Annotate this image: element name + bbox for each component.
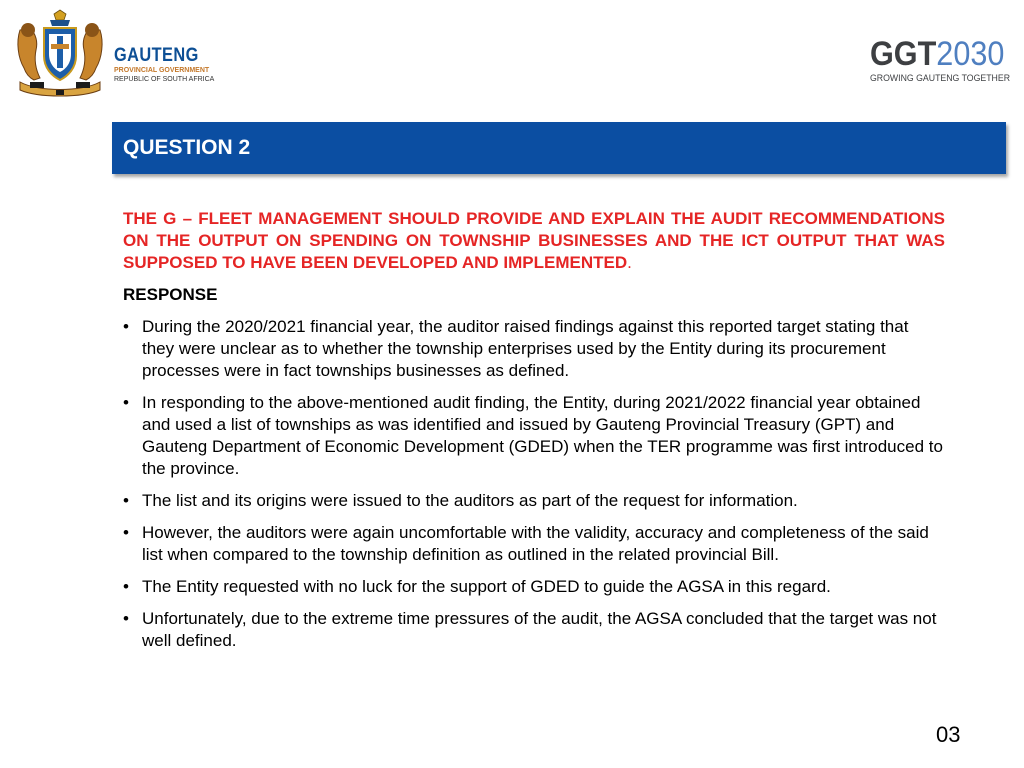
list-item: [123, 608, 945, 652]
bullet-icon: •: [123, 609, 129, 628]
gauteng-logo-text: [114, 46, 224, 84]
bullet-icon: •: [123, 317, 129, 336]
bullet-icon: •: [123, 393, 129, 412]
gauteng-logo-line1: PROVINCIAL GOVERNMENT: [114, 67, 210, 74]
slide-content: [123, 208, 945, 652]
page-number: 03: [936, 722, 961, 747]
ggt-mark-year: 2030: [936, 35, 1005, 73]
gauteng-logo: [14, 8, 214, 100]
response-list: [123, 316, 945, 652]
bullet-icon: •: [123, 577, 129, 596]
ggt2030-mark: [870, 35, 1005, 73]
list-item-text: The Entity requested with no luck for the support of GDED to guide the AGSA in this regard.: [142, 577, 831, 596]
list-item: [123, 392, 945, 480]
title-bar: [112, 122, 1006, 174]
list-item: [123, 316, 945, 382]
list-item-text: Unfortunately, due to the extreme time pressures of the audit, the AGSA concluded that the target was not well defined.: [142, 609, 937, 650]
list-item-text: The list and its origins were issued to the auditors as part of the request for information.: [142, 491, 798, 510]
response-heading: RESPONSE: [123, 285, 218, 304]
question-text: [123, 208, 945, 274]
bullet-icon: •: [123, 491, 129, 510]
slide-title: QUESTION 2: [123, 136, 251, 159]
coat-of-arms-icon: [14, 8, 106, 98]
list-item: [123, 576, 945, 598]
list-item-text: However, the auditors were again uncomfortable with the validity, accuracy and completeness of the said list when compared to the township definition as outlined in the related provincial Bill.: [142, 523, 929, 564]
ggt-mark-letters: GGT: [870, 35, 937, 73]
ggt2030-tagline: GROWING GAUTENG TOGETHER: [870, 73, 1011, 84]
list-item-text: In responding to the above-mentioned audit finding, the Entity, during 2021/2022 financial year obtained and used a list of townships as was identified and issued by Gauteng Provincial Treasury (GPT) and Gauteng Department of Economic Development (GDED) when the TER programme was first introduced to the province.: [142, 393, 943, 478]
list-item: [123, 522, 945, 566]
gauteng-logo-line2: REPUBLIC OF SOUTH AFRICA: [114, 76, 215, 83]
ggt2030-logo: [870, 36, 1010, 92]
list-item-text: During the 2020/2021 financial year, the auditor raised findings against this reported target stating that they were unclear as to whether the township enterprises used by the Entity during its procurement processes were in fact townships businesses as defined.: [142, 317, 909, 380]
list-item: [123, 490, 945, 512]
question-body: THE G – FLEET MANAGEMENT SHOULD PROVIDE AND EXPLAIN THE AUDIT RECOMMENDATIONS ON THE OUTPUT ON SPENDING ON TOWNSHIP BUSINESSES AND THE ICT OUTPUT THAT WAS SUPPOSED TO HAVE BEEN DEVELOPED AND IMPLEMENTED: [123, 209, 945, 272]
question-trailing-dot: .: [627, 253, 632, 272]
gauteng-logo-name: GAUTENG: [114, 45, 199, 66]
bullet-icon: •: [123, 523, 129, 542]
